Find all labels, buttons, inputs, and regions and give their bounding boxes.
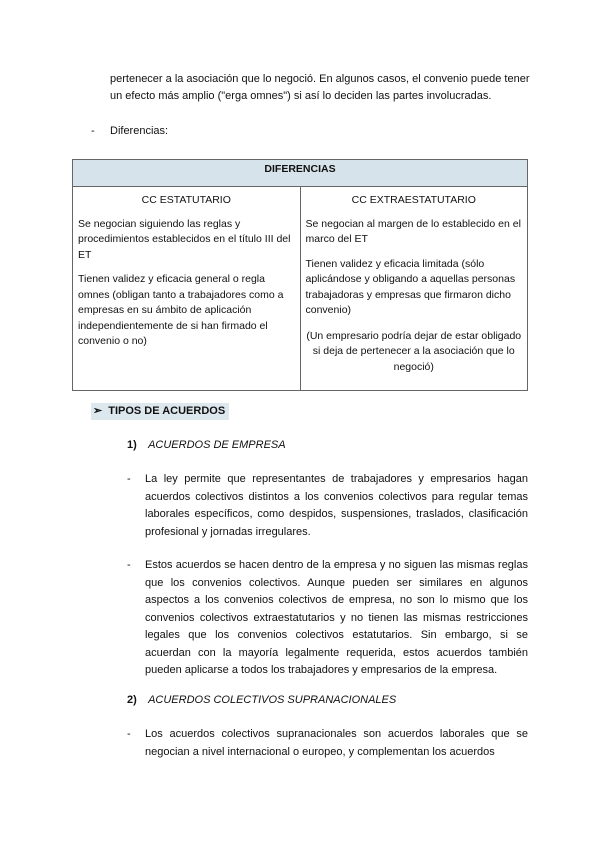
sub2-bullet-1: Los acuerdos colectivos supranacionales son acuerdos laborales que se negocian a nivel internacional o europeo, y complementan los acuerdos — [145, 728, 528, 758]
col-extraestatutario-content — [300, 217, 528, 391]
col-estatutario-content — [73, 217, 301, 391]
section-title: TIPOS DE ACUERDOS — [108, 405, 226, 417]
bullet-dash: - — [127, 728, 131, 740]
subheading-1-title: ACUERDOS DE EMPRESA — [148, 439, 286, 451]
subheading-2 — [127, 692, 396, 709]
col-estatutario-title: CC ESTATUTARIO — [73, 187, 301, 217]
bullet-dash: - — [127, 559, 131, 571]
arrow-icon: ➢ — [93, 405, 103, 417]
extraestatutario-note: (Un empresario podría dejar de estar obligado si deja de pertenecer a la asociación que lo negoció) — [306, 329, 522, 373]
section-heading — [91, 403, 229, 420]
extraestatutario-negotiation: Se negocian al margen de lo establecido en el marco del ET — [305, 217, 521, 245]
table-header: DIFERENCIAS — [73, 160, 528, 187]
estatutario-negotiation: Se negocian siguiendo las reglas y procedimientos establecidos en el título III del ET — [78, 217, 291, 261]
diferencias-label: Diferencias: — [110, 125, 169, 137]
sub1-bullet-2: Estos acuerdos se hacen dentro de la empresa y no siguen las mismas reglas que los convenios colectivos. Aunque pueden ser similares en algunos aspectos a los convenios colectivos de empresa, no son lo mismo que los convenios colectivos extraestatutarios y no tienen las mismas restricciones legales que los convenios colectivos estatutarios. Sin embargo, si se acuerdan con la mayoría legalmente requerida, estos acuerdos también pueden aplicarse a todos los trabajadores y empresarios de la empresa. — [145, 559, 528, 676]
estatutario-validity: Tienen validez y eficacia general o regla omnes (obligan tanto a trabajadores como a empresas en su ámbito de aplicación independientemente de si han firmado el convenio o no) — [78, 273, 284, 347]
bullet-dash: - — [127, 473, 131, 485]
intro-paragraph: pertenecer a la asociación que lo negoció. En algunos casos, el convenio puede tener un efecto más amplio ("erga omnes") si así lo deciden las partes involucradas. — [110, 73, 530, 102]
sub1-bullet-1: La ley permite que representantes de trabajadores y empresarios hagan acuerdos colectivos distintos a los convenios colectivos para regular temas laborales específicos, como despidos, suspensiones, traslados, clasificación profesional y jornadas irregulares. — [145, 473, 528, 538]
subheading-1 — [127, 437, 286, 454]
subheading-2-number: 2) — [127, 694, 137, 706]
col-extraestatutario-title: CC EXTRAESTATUTARIO — [300, 187, 528, 217]
extraestatutario-validity: Tienen validez y eficacia limitada (sólo aplicándose y obligando a aquellas personas trabajadoras y empresas que firmaron dicho convenio) — [305, 257, 516, 316]
subheading-1-number: 1) — [127, 439, 137, 451]
subheading-2-title: ACUERDOS COLECTIVOS SUPRANACIONALES — [148, 694, 397, 706]
diferencias-dash: - — [91, 125, 95, 137]
differences-table — [72, 159, 528, 391]
